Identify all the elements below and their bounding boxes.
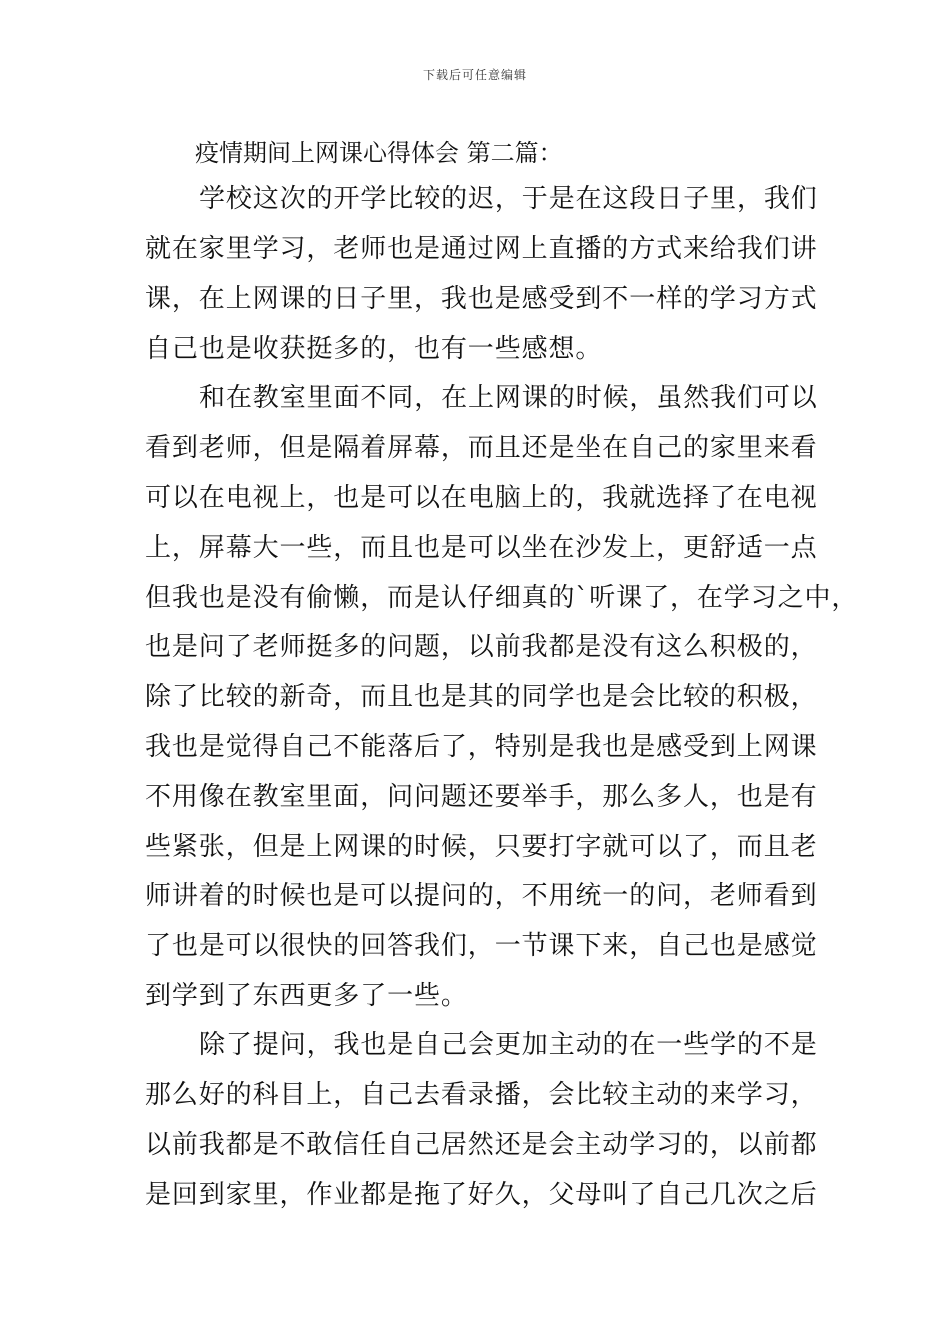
paragraph-line: 课，在上网课的日子里，我也是感受到不一样的学习方式 xyxy=(145,284,818,314)
paragraph-line: 些紧张，但是上网课的时候，只要打字就可以了，而且老 xyxy=(145,832,818,862)
paragraph-line: 自己也是收获挺多的，也有一些感想。 xyxy=(145,334,603,364)
paragraph-line: 是回到家里，作业都是拖了好久，父母叫了自己几次之后 xyxy=(145,1180,818,1210)
paragraph-line: 到学到了东西更多了一些。 xyxy=(145,981,468,1011)
paragraph-line: 那么好的科目上，自己去看录播，会比较主动的来学习， xyxy=(145,1080,818,1110)
document-title: 疫情期间上网课心得体会 第二篇： xyxy=(195,139,563,167)
paragraph-line: 学校这次的开学比较的迟，于是在这段日子里，我们 xyxy=(199,184,818,214)
paragraph-line: 师讲着的时候也是可以提问的，不用统一的问，老师看到 xyxy=(145,881,818,911)
paragraph-line: 上，屏幕大一些，而且也是可以坐在沙发上，更舒适一点 xyxy=(145,533,818,563)
paragraph-line: 我也是觉得自己不能落后了，特别是我也是感受到上网课 xyxy=(145,732,818,762)
paragraph-line: 除了比较的新奇，而且也是其的同学也是会比较的积极， xyxy=(145,682,818,712)
paragraph-line: 了也是可以很快的回答我们，一节课下来，自己也是感觉 xyxy=(145,931,818,961)
paragraph-line: 也是问了老师挺多的问题，以前我都是没有这么积极的， xyxy=(145,632,818,662)
paragraph-line: 以前我都是不敢信任自己居然还是会主动学习的，以前都 xyxy=(145,1130,818,1160)
paragraph-line: 看到老师，但是隔着屏幕，而且还是坐在自己的家里来看 xyxy=(145,433,818,463)
paragraph-line: 除了提问，我也是自己会更加主动的在一些学的不是 xyxy=(199,1030,818,1060)
paragraph-line: 但我也是没有偷懒，而是认仔细真的`听课了，在学习之中， xyxy=(145,583,859,613)
paragraph-line: 不用像在教室里面，问问题还要举手，那么多人，也是有 xyxy=(145,782,818,812)
paragraph-line: 和在教室里面不同，在上网课的时候，虽然我们可以 xyxy=(199,383,818,413)
paragraph-line: 就在家里学习，老师也是通过网上直播的方式来给我们讲 xyxy=(145,234,818,264)
header-note: 下载后可任意编辑 xyxy=(422,68,527,82)
paragraph-line: 可以在电视上，也是可以在电脑上的，我就选择了在电视 xyxy=(145,483,818,513)
